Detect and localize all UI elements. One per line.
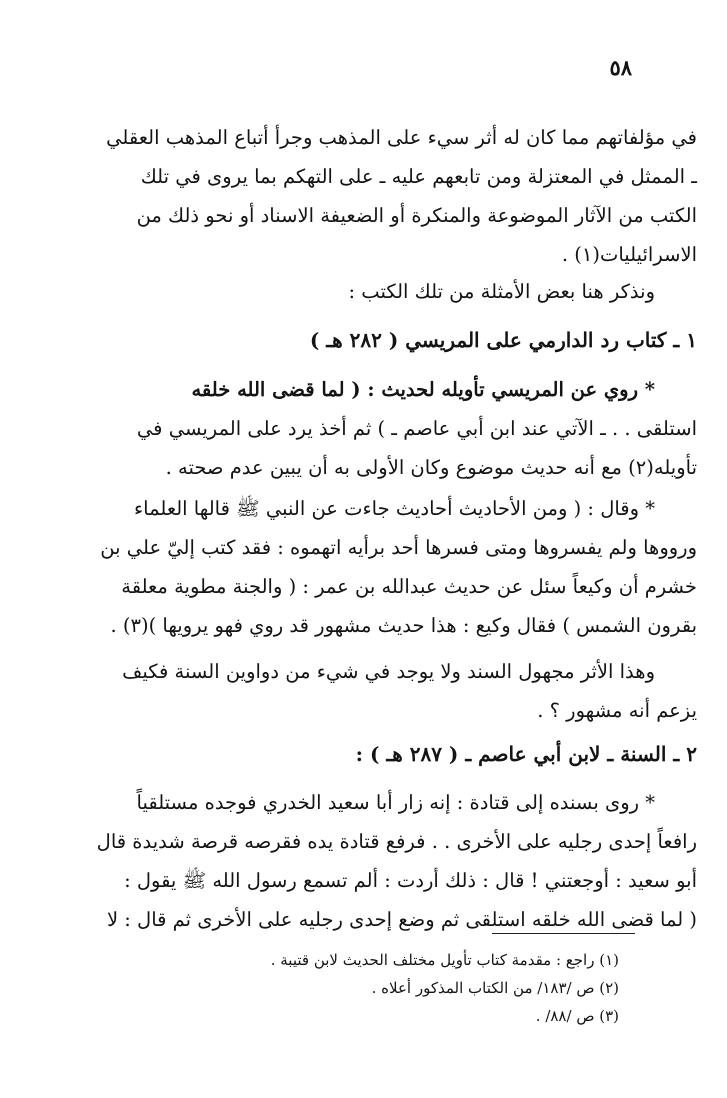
examples-intro xyxy=(87,272,697,311)
section-heading-2 xyxy=(87,735,697,774)
intro-paragraph xyxy=(87,118,697,274)
item-3-paragraph xyxy=(87,783,697,939)
text-line: رافعاً إحدى رجليه على الأخرى . . فرفع قتادة يده فقرصه قرصة شديدة قال xyxy=(96,830,697,853)
footnote: (١) راجع : مقدمة كتاب تأويل مختلف الحديث لابن قتيبة . xyxy=(270,951,619,969)
comment-paragraph xyxy=(87,652,697,730)
text-line: بقرون الشمس ) فقال وكيع : هذا حديث مشهور قد روي فهو يرويها )(٣) . xyxy=(110,614,697,637)
text-line: ونذكر هنا بعض الأمثلة من تلك الكتب : xyxy=(348,280,655,303)
item-1-paragraph xyxy=(87,370,697,487)
text-line: * روي عن المريسي تأويله لحديث : ( لما قضى الله خلقه xyxy=(191,378,655,401)
text-line: في مؤلفاتهم مما كان له أثر سيء على المذهب وجرأ أتباع المذهب العقلي xyxy=(106,126,697,149)
footnote: (٣) ص /٨٨/ . xyxy=(535,1007,619,1025)
item-2-paragraph xyxy=(87,489,697,645)
text-line: ورووها ولم يفسروها ومتى فسرها أحد برأيه اتهموه : فقد كتب إليّ علي بن xyxy=(100,536,697,559)
footnote-divider xyxy=(492,933,635,934)
section-heading: ٢ ـ السنة ـ لابن أبي عاصم ـ ( ٢٨٧ هـ ) : xyxy=(355,742,697,766)
section-heading-1 xyxy=(87,321,697,360)
text-line: خشرم أن وكيعاً سئل عن حديث عبدالله بن عمر : ( والجنة مطوية معلقة xyxy=(121,575,697,598)
text-line: الكتب من الآثار الموضوعة والمنكرة أو الضعيفة الاسناد أو نحو ذلك من xyxy=(136,204,697,227)
footnotes xyxy=(119,946,619,1030)
text-line: * روى بسنده إلى قتادة : إنه زار أبا سعيد الخدري فوجده مستلقياً xyxy=(136,791,655,814)
text-line: يزعم أنه مشهور ؟ . xyxy=(537,699,697,722)
text-line: أبو سعيد : أوجعتني ! قال : ذلك أردت : ألم تسمع رسول الله ﷺ يقول : xyxy=(124,869,697,892)
footnote: (٢) ص /١٨٣/ من الكتاب المذكور أعلاه . xyxy=(371,979,619,997)
text-line: وهذا الأثر مجهول السند ولا يوجد في شيء من دواوين السنة فكيف xyxy=(122,660,655,683)
text-line: ( لما قضى الله خلقه استلقى ثم وضع إحدى رجليه على الأخرى ثم قال : لا xyxy=(106,908,697,931)
text-line: * وقال : ( ومن الأحاديث أحاديث جاءت عن النبي ﷺ قالها العلماء xyxy=(133,497,655,520)
page-number: ٥٨ xyxy=(609,55,632,80)
text-line: استلقى . . ـ الآتي عند ابن أبي عاصم ـ ) ثم أخذ يرد على المريسي في xyxy=(136,417,697,440)
text-line: الاسرائيليات(١) . xyxy=(561,243,697,266)
section-heading: ١ ـ كتاب رد الدارمي على المريسي ( ٢٨٢ هـ ) xyxy=(309,328,697,352)
text-line: ـ الممثل في المعتزلة ومن تابعهم عليه ـ على التهكم بما يروى في تلك xyxy=(140,165,697,188)
text-line: تأويله(٢) مع أنه حديث موضوع وكان الأولى به أن يبين عدم صحته . xyxy=(165,456,697,479)
